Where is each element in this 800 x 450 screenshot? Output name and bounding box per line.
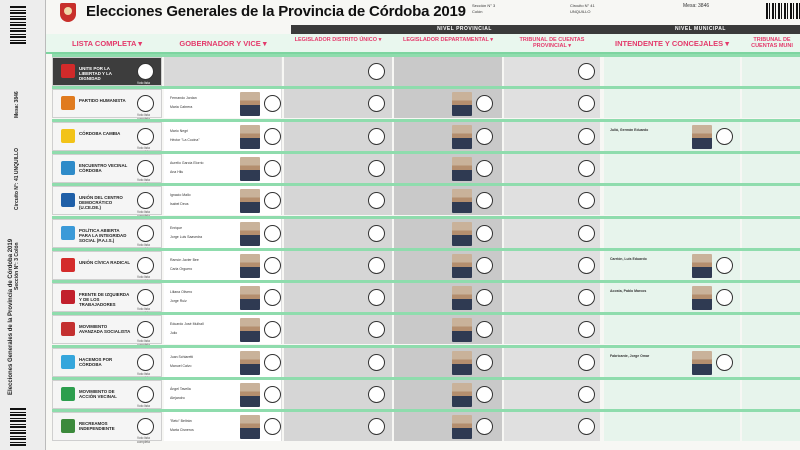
- candidate-photo: [240, 222, 260, 246]
- lista-completa-cell[interactable]: [52, 348, 162, 377]
- party-name: FRENTE DE IZQUIERDA Y DE LOS TRABAJADORES: [79, 292, 130, 307]
- circuito-name: UNQUILLO: [570, 9, 591, 14]
- candidate-photo: [692, 254, 712, 278]
- leg-distrito-checkbox[interactable]: [368, 192, 385, 209]
- leg-distrito-cell[interactable]: [284, 315, 392, 344]
- margin-circuito: Circuito N°: 41 UNQUILLO: [14, 147, 20, 210]
- tribunal-prov-cell[interactable]: [504, 315, 600, 344]
- vice-name: Héctor "La Cocina": [170, 138, 200, 142]
- voto-lista-note: Voto lista: [137, 372, 150, 376]
- candidate-photo: [240, 383, 260, 407]
- leg-departamental-cell[interactable]: [394, 154, 502, 183]
- party-name: HACEMOS POR CÓRDOBA: [79, 357, 113, 367]
- gobernador-checkbox[interactable]: [264, 386, 281, 403]
- party-logo-icon: [61, 193, 75, 207]
- candidate-photo: [692, 351, 712, 375]
- gobernador-name: Juan Schiaretti: [170, 355, 194, 359]
- tribunal-mun-cell[interactable]: [742, 122, 800, 151]
- leg-departamental-cell[interactable]: [394, 57, 502, 86]
- level-provincial: NIVEL PROVINCIAL: [291, 25, 638, 34]
- intendente-name: Acosta, Pablo Marcos: [610, 289, 647, 293]
- lista-completa-cell[interactable]: [52, 154, 162, 183]
- header-lista-completa: LISTA COMPLETA ▾: [71, 39, 143, 48]
- candidate-photo: [240, 92, 260, 116]
- tribunal-mun-cell[interactable]: [742, 154, 800, 183]
- gobernador-checkbox[interactable]: [264, 257, 281, 274]
- seccion-value: 3: [492, 3, 496, 8]
- lista-completa-cell[interactable]: [52, 283, 162, 312]
- tribunal-prov-checkbox[interactable]: [578, 192, 595, 209]
- intendente-cell[interactable]: [604, 283, 740, 312]
- intendente-name: Fabricante, Jorge Omar: [610, 354, 650, 358]
- tribunal-prov-cell[interactable]: [504, 251, 600, 280]
- tribunal-prov-cell[interactable]: [504, 57, 600, 86]
- leg-departamental-cell[interactable]: [394, 283, 502, 312]
- intendente-cell[interactable]: [604, 57, 740, 86]
- voto-lista-note: Voto lista: [137, 146, 150, 150]
- gobernador-cell[interactable]: [164, 154, 282, 183]
- tribunal-prov-checkbox[interactable]: [578, 386, 595, 403]
- leg-distrito-checkbox[interactable]: [368, 225, 385, 242]
- level-municipal: NIVEL MUNICIPAL: [601, 25, 800, 34]
- vice-name: Jorge Luis Saavedra: [170, 235, 203, 239]
- gobernador-name: Mario Negri: [170, 129, 189, 133]
- lista-completa-cell[interactable]: [52, 219, 162, 248]
- party-row: [52, 283, 800, 312]
- gobernador-label: GOBERNADOR Y VICE: [179, 39, 261, 48]
- tribunal-mun-cell[interactable]: [742, 412, 800, 441]
- candidate-photo: [452, 92, 472, 116]
- gobernador-name: Aurelio García Elorrio: [170, 161, 204, 165]
- gobernador-name: Ángel Tavella: [170, 387, 191, 391]
- intendente-checkbox[interactable]: [716, 354, 733, 371]
- party-row: [52, 57, 800, 86]
- tribunal-prov-checkbox[interactable]: [578, 128, 595, 145]
- candidate-photo: [240, 286, 260, 310]
- intendente-cell[interactable]: [604, 122, 740, 151]
- gobernador-checkbox[interactable]: [264, 128, 281, 145]
- voto-lista-note: Voto lista: [137, 275, 150, 279]
- tribunal-mun-label: TRIBUNAL DE CUENTAS MUNI: [751, 37, 793, 49]
- mesa-info: [683, 3, 709, 9]
- party-logo-icon: [61, 290, 75, 304]
- candidate-photo: [452, 254, 472, 278]
- gobernador-cell[interactable]: [164, 251, 282, 280]
- tribunal-prov-cell[interactable]: [504, 219, 600, 248]
- gobernador-checkbox[interactable]: [264, 289, 281, 306]
- gobernador-checkbox[interactable]: [264, 354, 281, 371]
- voto-lista-note: Voto lista: [137, 339, 150, 343]
- tribunal-mun-cell[interactable]: [742, 380, 800, 409]
- lista-completa-checkbox[interactable]: [137, 63, 154, 80]
- candidate-photo: [240, 318, 260, 342]
- ballot-left-margin: [0, 0, 46, 450]
- gobernador-name: Ramón Javier Bee: [170, 258, 199, 262]
- intendente-cell[interactable]: [604, 412, 740, 441]
- gobernador-name: Liliana Olivero: [170, 290, 193, 294]
- lista-completa-cell[interactable]: [52, 380, 162, 409]
- party-row: [52, 219, 800, 248]
- tribunal-prov-cell[interactable]: [504, 186, 600, 215]
- party-logo-icon: [61, 129, 75, 143]
- leg-distrito-cell[interactable]: [284, 154, 392, 183]
- tribunal-prov-cell[interactable]: [504, 380, 600, 409]
- leg-dep-checkbox[interactable]: [476, 418, 493, 435]
- ballot-header: [46, 0, 800, 25]
- header-gobernador: GOBERNADOR Y VICE ▾: [179, 39, 267, 48]
- voto-lista-note: Voto lista: [137, 178, 150, 182]
- party-logo-icon: [61, 419, 75, 433]
- intendente-name: Juliá, Germán Eduardo: [610, 128, 649, 132]
- voto-lista-note: Voto lista: [137, 113, 150, 117]
- party-logo-icon: [61, 387, 75, 401]
- voto-lista-note: Voto lista: [137, 307, 150, 311]
- intendente-cell[interactable]: [604, 89, 740, 118]
- leg-dep-checkbox[interactable]: [476, 321, 493, 338]
- gobernador-cell[interactable]: [164, 122, 282, 151]
- party-row: [52, 251, 800, 280]
- leg-distrito-cell[interactable]: [284, 57, 392, 86]
- tribunal-mun-cell[interactable]: [742, 315, 800, 344]
- leg-distrito-cell[interactable]: [284, 89, 392, 118]
- candidate-photo: [452, 286, 472, 310]
- lista-completa-cell[interactable]: [52, 186, 162, 215]
- voto-lista-note: Voto lista: [137, 81, 150, 85]
- gobernador-name: Ignacio Mallo: [170, 193, 191, 197]
- intendente-cell[interactable]: [604, 315, 740, 344]
- leg-distrito-cell[interactable]: [284, 186, 392, 215]
- gobernador-cell[interactable]: [164, 380, 282, 409]
- barcode-header: [766, 3, 800, 19]
- gobernador-checkbox[interactable]: [264, 192, 281, 209]
- leg-distrito-cell[interactable]: [284, 219, 392, 248]
- ballot-title: Elecciones Generales de la Provincia de Córdoba 2019: [86, 3, 466, 20]
- leg-departamental-cell[interactable]: [394, 251, 502, 280]
- party-name: UNIÓN CÍVICA RADICAL: [79, 260, 131, 265]
- party-name: RECREAMOS INDEPENDIENTE: [79, 421, 115, 431]
- tribunal-prov-checkbox[interactable]: [578, 321, 595, 338]
- voto-lista-note: Voto lista completa: [137, 436, 150, 444]
- gobernador-name: Eduardo José Mulhall: [170, 322, 204, 326]
- tribunal-prov-checkbox[interactable]: [578, 354, 595, 371]
- leg-departamental-cell[interactable]: [394, 348, 502, 377]
- tribunal-prov-label: TRIBUNAL DE CUENTAS PROVINCIAL: [519, 37, 585, 49]
- party-logo-icon: [61, 355, 75, 369]
- tribunal-prov-cell[interactable]: [504, 89, 600, 118]
- leg-distrito-label: LEGISLADOR DISTRITO ÚNICO: [294, 37, 378, 43]
- gobernador-name: Enrique: [170, 226, 183, 230]
- lista-completa-checkbox[interactable]: [137, 386, 154, 403]
- gobernador-cell[interactable]: [164, 57, 282, 86]
- tribunal-prov-checkbox[interactable]: [578, 95, 595, 112]
- party-row: [52, 89, 800, 118]
- cordoba-shield-icon: [60, 3, 76, 22]
- party-row: [52, 315, 800, 344]
- party-name: POLÍTICA ABIERTA PARA LA INTEGRIDAD SOCIAL (P.A.I.S.): [79, 228, 127, 243]
- leg-dep-checkbox[interactable]: [476, 225, 493, 242]
- leg-distrito-checkbox[interactable]: [368, 160, 385, 177]
- candidate-photo: [240, 189, 260, 213]
- tribunal-mun-cell[interactable]: [742, 186, 800, 215]
- tribunal-prov-checkbox[interactable]: [578, 225, 595, 242]
- voto-lista-note: Voto lista: [137, 243, 150, 247]
- leg-departamental-cell[interactable]: [394, 380, 502, 409]
- party-name: CÓRDOBA CAMBIA: [79, 131, 121, 136]
- intendente-name: Carrión, Luis Eduardo: [610, 257, 647, 261]
- vice-name: Ana Hilu: [170, 170, 184, 174]
- vice-name: Marta Cisneros: [170, 428, 194, 432]
- party-logo-icon: [61, 258, 75, 272]
- lista-completa-checkbox[interactable]: [137, 321, 154, 338]
- leg-dep-checkbox[interactable]: [476, 289, 493, 306]
- party-logo-icon: [61, 322, 75, 336]
- tribunal-prov-cell[interactable]: [504, 122, 600, 151]
- lista-completa-cell[interactable]: [52, 122, 162, 151]
- tribunal-mun-cell[interactable]: [742, 251, 800, 280]
- column-headers: [46, 34, 800, 54]
- intendente-checkbox[interactable]: [716, 289, 733, 306]
- intendente-cell[interactable]: [604, 348, 740, 377]
- leg-departamental-cell[interactable]: [394, 315, 502, 344]
- intendente-checkbox[interactable]: [716, 128, 733, 145]
- gobernador-checkbox[interactable]: [264, 225, 281, 242]
- lista-completa-checkbox[interactable]: [137, 95, 154, 112]
- intendente-cell[interactable]: [604, 186, 740, 215]
- gobernador-cell[interactable]: [164, 186, 282, 215]
- leg-dep-checkbox[interactable]: [476, 192, 493, 209]
- candidate-photo: [240, 254, 260, 278]
- leg-dep-checkbox[interactable]: [476, 354, 493, 371]
- party-name: MOVIMIENTO AVANZADA SOCIALISTA: [79, 324, 131, 334]
- gobernador-checkbox[interactable]: [264, 160, 281, 177]
- gobernador-cell[interactable]: [164, 219, 282, 248]
- tribunal-mun-cell[interactable]: [742, 89, 800, 118]
- leg-dep-checkbox[interactable]: [476, 128, 493, 145]
- circuito-value: 41: [590, 3, 595, 8]
- candidate-photo: [452, 189, 472, 213]
- gobernador-cell[interactable]: [164, 89, 282, 118]
- party-name: ENCUENTRO VECINAL CÓRDOBA: [79, 163, 128, 173]
- lista-completa-cell[interactable]: [52, 315, 162, 344]
- leg-distrito-cell[interactable]: [284, 348, 392, 377]
- candidate-photo: [692, 286, 712, 310]
- intendente-cell[interactable]: [604, 251, 740, 280]
- leg-distrito-checkbox[interactable]: [368, 386, 385, 403]
- vice-name: Alejandro: [170, 396, 185, 400]
- tribunal-prov-checkbox[interactable]: [578, 160, 595, 177]
- leg-dep-checkbox[interactable]: [476, 257, 493, 274]
- leg-distrito-cell[interactable]: [284, 122, 392, 151]
- candidate-photo: [240, 351, 260, 375]
- seccion-info: [472, 3, 495, 15]
- circuito-label: Circuito N°: [570, 3, 590, 8]
- tribunal-prov-cell[interactable]: [504, 412, 600, 441]
- seccion-label: Sección N°: [472, 3, 492, 8]
- leg-distrito-cell[interactable]: [284, 251, 392, 280]
- party-logo-icon: [61, 96, 75, 110]
- lista-completa-cell[interactable]: [52, 57, 162, 86]
- vice-name: Julio: [170, 331, 178, 335]
- lista-completa-cell[interactable]: [52, 412, 162, 444]
- leg-distrito-checkbox[interactable]: [368, 95, 385, 112]
- tribunal-prov-cell[interactable]: [504, 283, 600, 312]
- tribunal-prov-checkbox[interactable]: [578, 289, 595, 306]
- gobernador-checkbox[interactable]: [264, 418, 281, 435]
- candidate-photo: [452, 125, 472, 149]
- party-name: UNITE POR LA LIBERTAD Y LA DIGNIDAD: [79, 66, 112, 81]
- mesa-label: Mesa:: [683, 3, 697, 9]
- leg-distrito-checkbox[interactable]: [368, 128, 385, 145]
- vice-name: Manuel Calvo: [170, 364, 192, 368]
- leg-distrito-checkbox[interactable]: [368, 257, 385, 274]
- tribunal-prov-cell[interactable]: [504, 348, 600, 377]
- lista-completa-checkbox[interactable]: [137, 257, 154, 274]
- gobernador-name: "Beto" Beltrán: [170, 419, 192, 423]
- vice-name: Isabel Deus: [170, 202, 189, 206]
- leg-dep-checkbox[interactable]: [476, 160, 493, 177]
- leg-distrito-cell[interactable]: [284, 283, 392, 312]
- vice-name: Jorge Ruiz: [170, 299, 187, 303]
- barcode-bottom: [10, 408, 26, 446]
- lista-label: LISTA COMPLETA: [71, 39, 137, 48]
- gobernador-cell[interactable]: [164, 412, 282, 441]
- leg-distrito-checkbox[interactable]: [368, 289, 385, 306]
- lista-completa-checkbox[interactable]: [137, 289, 154, 306]
- party-row: [52, 380, 800, 409]
- lista-completa-cell[interactable]: [52, 89, 162, 118]
- margin-mesa: Mesa: 3846: [14, 91, 20, 118]
- margin-footer-title: Elecciones Generales de la Provincia de Córdoba 2019: [8, 238, 14, 395]
- party-name: MOVIMIENTO DE ACCIÓN VECINAL: [79, 389, 117, 399]
- intendente-checkbox[interactable]: [716, 257, 733, 274]
- party-name: UNIÓN DEL CENTRO DEMOCRÁTICO (U.CE.DE.): [79, 195, 123, 210]
- leg-distrito-cell[interactable]: [284, 380, 392, 409]
- intendente-label: INTENDENTE Y CONCEJALES: [615, 39, 724, 48]
- gobernador-cell[interactable]: [164, 315, 282, 344]
- party-row: [52, 186, 800, 215]
- party-logo-icon: [61, 64, 75, 78]
- leg-distrito-checkbox[interactable]: [368, 418, 385, 435]
- candidate-photo: [452, 157, 472, 181]
- tribunal-prov-cell[interactable]: [504, 154, 600, 183]
- tribunal-prov-checkbox[interactable]: [578, 63, 595, 80]
- leg-distrito-cell[interactable]: [284, 412, 392, 441]
- ballot-sheet: [46, 0, 800, 450]
- leg-dep-checkbox[interactable]: [476, 95, 493, 112]
- candidate-photo: [240, 415, 260, 439]
- gobernador-checkbox[interactable]: [264, 95, 281, 112]
- candidate-photo: [692, 125, 712, 149]
- lista-completa-checkbox[interactable]: [137, 354, 154, 371]
- candidate-photo: [452, 383, 472, 407]
- candidate-photo: [240, 125, 260, 149]
- header-intendente: INTENDENTE Y CONCEJALES ▾: [615, 39, 729, 48]
- gobernador-cell[interactable]: [164, 348, 282, 377]
- lista-completa-checkbox[interactable]: [137, 225, 154, 242]
- voto-lista-note: Voto lista: [137, 210, 150, 214]
- lista-completa-checkbox[interactable]: [137, 128, 154, 145]
- leg-dep-checkbox[interactable]: [476, 386, 493, 403]
- leg-distrito-checkbox[interactable]: [368, 321, 385, 338]
- candidate-photo: [240, 157, 260, 181]
- leg-departamental-cell[interactable]: [394, 186, 502, 215]
- tribunal-mun-cell[interactable]: [742, 283, 800, 312]
- party-row: [52, 348, 800, 377]
- barcode-top: [10, 6, 26, 44]
- party-row: [52, 154, 800, 183]
- party-logo-icon: [61, 161, 75, 175]
- leg-dep-label: LEGISLADOR DEPARTAMENTAL: [402, 37, 489, 43]
- lista-completa-checkbox[interactable]: [137, 192, 154, 209]
- margin-seccion: Sección N°: 3 Colón: [14, 242, 20, 290]
- tribunal-mun-cell[interactable]: [742, 219, 800, 248]
- tribunal-prov-checkbox[interactable]: [578, 418, 595, 435]
- leg-departamental-cell[interactable]: [394, 122, 502, 151]
- tribunal-mun-cell[interactable]: [742, 348, 800, 377]
- gobernador-checkbox[interactable]: [264, 321, 281, 338]
- lista-completa-cell[interactable]: [52, 251, 162, 280]
- vice-name: Carla Orguero: [170, 267, 193, 271]
- leg-distrito-checkbox[interactable]: [368, 63, 385, 80]
- leg-departamental-cell[interactable]: [394, 89, 502, 118]
- tribunal-mun-cell[interactable]: [742, 57, 800, 86]
- party-name: PARTIDO HUMANISTA: [79, 98, 126, 103]
- voto-lista-note: Voto lista: [137, 404, 150, 408]
- circuito-info: [570, 3, 595, 15]
- gobernador-name: Fernando Jordan: [170, 96, 197, 100]
- seccion-name: Colón: [472, 9, 483, 14]
- leg-departamental-cell[interactable]: [394, 412, 502, 441]
- lista-completa-checkbox[interactable]: [137, 160, 154, 177]
- candidate-photo: [452, 351, 472, 375]
- party-logo-icon: [61, 226, 75, 240]
- vice-name: Maria Cabrera: [170, 105, 193, 109]
- party-row: [52, 412, 800, 444]
- leg-departamental-cell[interactable]: [394, 219, 502, 248]
- intendente-cell[interactable]: [604, 154, 740, 183]
- lista-completa-checkbox[interactable]: [137, 418, 154, 435]
- candidate-photo: [452, 415, 472, 439]
- header-tribunal-prov: TRIBUNAL DE CUENTAS PROVINCIAL ▾: [519, 37, 585, 49]
- candidate-photo: [452, 222, 472, 246]
- party-row: [52, 122, 800, 151]
- tribunal-prov-checkbox[interactable]: [578, 257, 595, 274]
- candidate-photo: [452, 318, 472, 342]
- mesa-value: 3846: [698, 3, 710, 9]
- intendente-cell[interactable]: [604, 219, 740, 248]
- intendente-cell[interactable]: [604, 380, 740, 409]
- header-leg-departamental: LEGISLADOR DEPARTAMENTAL ▾: [402, 37, 494, 43]
- gobernador-cell[interactable]: [164, 283, 282, 312]
- header-leg-distrito: LEGISLADOR DISTRITO ÚNICO ▾: [294, 37, 382, 43]
- leg-distrito-checkbox[interactable]: [368, 354, 385, 371]
- header-tribunal-mun: [742, 37, 800, 49]
